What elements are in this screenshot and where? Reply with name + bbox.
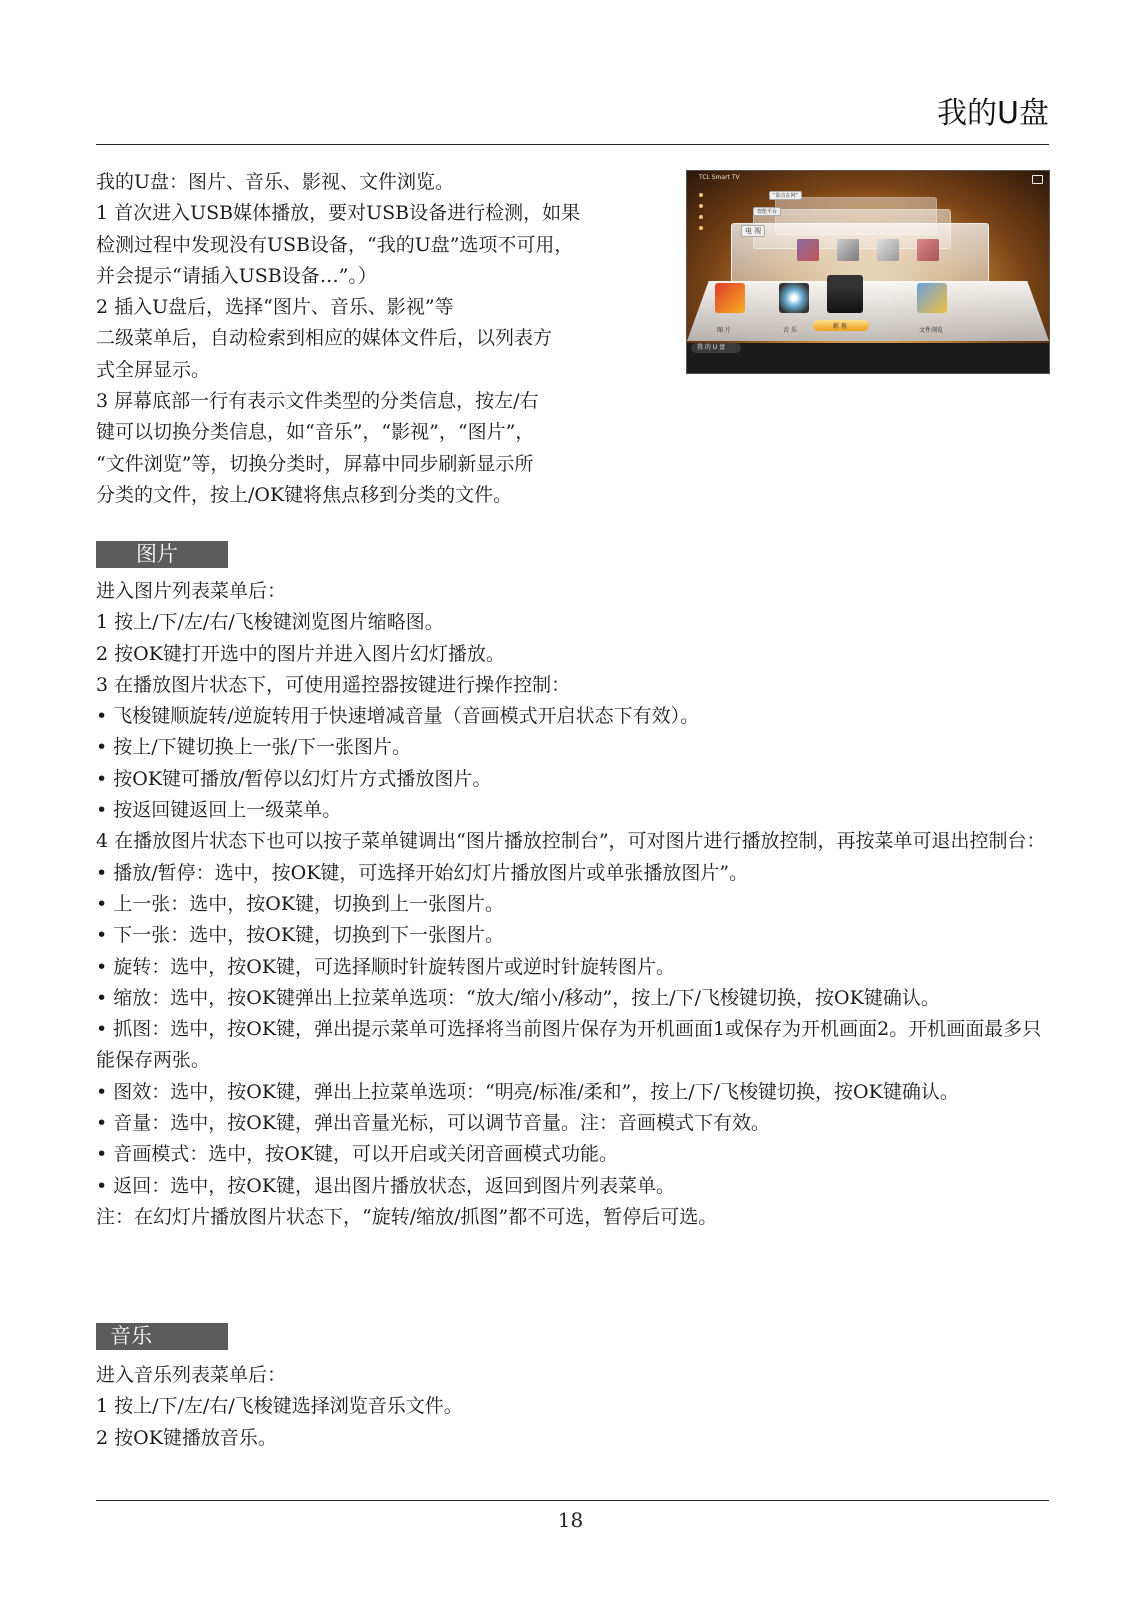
section-heading-music: 音乐	[96, 1323, 228, 1350]
photo-app-icon	[715, 283, 745, 313]
page-title: 我的U盘	[937, 96, 1049, 131]
tv-window-icon	[1032, 175, 1043, 184]
photo-line: 注：在幻灯片播放图片状态下，“旋转/缩放/抓图”都不可选，暂停后可选。	[96, 1205, 718, 1228]
page-number: 18	[557, 1508, 584, 1532]
photo-line: • 下一张：选中，按OK键，切换到下一张图片。	[96, 924, 505, 947]
section-heading-photo: 图片	[96, 541, 228, 568]
music-line: 1 按上/下/左/右/飞梭键选择浏览音乐文件。	[96, 1395, 463, 1418]
tv-label-photo: 图 片	[717, 327, 731, 334]
photo-line: • 按返回键返回上一级菜单。	[96, 799, 342, 822]
tv-app-icon	[917, 239, 939, 261]
intro-line: 分类的文件，按上/OK键将焦点移到分类的文件。	[96, 483, 513, 506]
photo-line: • 上一张：选中，按OK键，切换到上一张图片。	[96, 892, 505, 915]
tv-app-icon	[877, 239, 899, 261]
footer-divider	[96, 1500, 1049, 1501]
tv-front-panel	[731, 223, 989, 283]
tv-label-music: 音 乐	[783, 327, 797, 334]
music-line: 2 按OK键播放音乐。	[96, 1426, 277, 1449]
tv-side-dots	[699, 193, 703, 237]
photo-line: 2 按OK键打开选中的图片并进入图片幻灯播放。	[96, 642, 505, 665]
tv-app-icon	[837, 239, 859, 261]
photo-line: 进入图片列表菜单后：	[96, 580, 287, 602]
video-app-icon	[827, 275, 863, 313]
photo-line: 4 在播放图片状态下也可以按子菜单键调出“图片播放控制台”，可对图片进行播放控制，再按菜单可退出控制台：	[96, 830, 1046, 853]
tv-label-video: 影 视	[833, 323, 847, 330]
photo-line: 1 按上/下/左/右/飞梭键浏览图片缩略图。	[96, 611, 444, 634]
photo-line: • 飞梭键顺旋转/逆旋转用于快速增减音量（音画模式开启状态下有效）。	[96, 705, 700, 728]
tv-tag-top: “影音在网”	[769, 191, 802, 200]
file-browser-icon	[917, 283, 947, 313]
tv-brand-label: TCL Smart TV	[699, 174, 740, 181]
photo-line: • 抓图：选中，按OK键，弹出提示菜单可选择将当前图片保存为开机画面1或保存为开机画面2。开机画面最多只能保存两张。	[96, 1018, 1042, 1072]
intro-line: 键可以切换分类信息，如“音乐”，“影视”，“图片”，	[96, 421, 535, 444]
photo-line: 3 在播放图片状态下，可使用遥控器按键进行操作控制：	[96, 673, 571, 696]
tv-tag-mid: 智能平台	[753, 207, 781, 216]
header-divider	[96, 144, 1049, 145]
tv-app-icon	[797, 239, 819, 261]
photo-line: • 返回：选中，按OK键，退出图片播放状态，返回到图片列表菜单。	[96, 1174, 676, 1197]
intro-line: 我的U盘：图片、音乐、影视、文件浏览。	[96, 171, 455, 193]
tv-menu-screenshot	[686, 170, 1050, 374]
photo-line: • 旋转：选中，按OK键，可选择顺时针旋转图片或逆时针旋转图片。	[96, 955, 676, 978]
photo-line: • 音画模式：选中，按OK键，可以开启或关闭音画模式功能。	[96, 1143, 619, 1166]
intro-line: 检测过程中发现没有USB设备，“我的U盘”选项不可用，	[96, 233, 574, 256]
music-app-icon	[779, 283, 809, 313]
tv-label-files: 文件浏览	[919, 327, 944, 334]
intro-line: 1 首次进入USB媒体播放，要对USB设备进行检测，如果	[96, 202, 581, 225]
photo-line: • 按OK键可播放/暂停以幻灯片方式播放图片。	[96, 767, 492, 790]
intro-line: 二级菜单后，自动检索到相应的媒体文件后，以列表方	[96, 327, 553, 350]
music-section-text	[96, 1360, 463, 1454]
music-line: 进入音乐列表菜单后：	[96, 1364, 287, 1386]
intro-text	[96, 167, 580, 511]
intro-line: 并会提示“请插入USB设备…”。）	[96, 264, 377, 287]
photo-line: • 图效：选中，按OK键，弹出上拉菜单选项：“明亮/标准/柔和”，按上/下/飞梭键切换，按OK键确认。	[96, 1080, 959, 1103]
photo-line: • 音量：选中，按OK键，弹出音量光标，可以调节音量。注：音画模式下有效。	[96, 1112, 771, 1135]
tv-usb-tag: 我 的 U 盘	[691, 343, 741, 353]
photo-line: • 缩放：选中，按OK键弹出上拉菜单选项：“放大/缩小/移动”，按上/下/飞梭键切换，按OK键确认。	[96, 986, 940, 1009]
intro-line: “文件浏览”等，切换分类时，屏幕中同步刷新显示所	[96, 452, 534, 475]
tv-tag-tv: 电 视	[741, 225, 765, 237]
intro-line: 式全屏显示。	[96, 358, 211, 381]
intro-line: 3 屏幕底部一行有表示文件类型的分类信息，按左/右	[96, 390, 539, 413]
photo-line: • 按上/下键切换上一张/下一张图片。	[96, 736, 412, 759]
photo-line: • 播放/暂停：选中，按OK键，可选择开始幻灯片播放图片或单张播放图片”。	[96, 861, 749, 884]
intro-line: 2 插入U盘后，选择“图片、音乐、影视”等	[96, 296, 454, 319]
photo-section-text	[96, 576, 1051, 1233]
tv-footer-bar	[687, 343, 1049, 373]
